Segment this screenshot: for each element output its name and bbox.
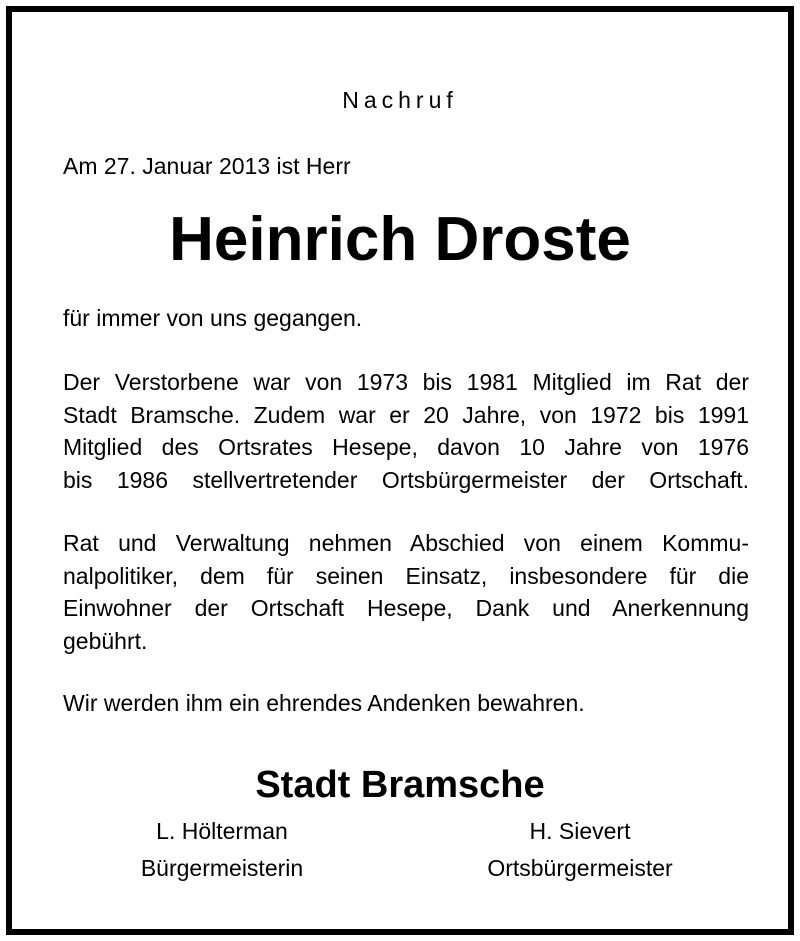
text-line: Stadt Bramsche. Zudem war er 20 Jahre, von 1972 bis 1991 <box>63 401 749 428</box>
paragraph-tribute <box>63 527 749 657</box>
signatory-mayor <box>82 813 362 887</box>
text-line: gebührt. <box>63 627 148 654</box>
text-line: Einwohner der Ortschaft Hesepe, Dank und Anerkennung <box>63 595 749 621</box>
obituary-notice <box>6 6 794 935</box>
signatory-local-mayor <box>440 813 720 887</box>
text-line: für immer von uns gegangen. <box>63 305 363 331</box>
signatory-title: Ortsbürgermeister <box>487 855 673 881</box>
text-line: bis 1986 stellvertretender Ortsbürgermeister der Ortschaft. <box>63 466 749 493</box>
paragraph-departure <box>63 302 749 335</box>
text-line: nalpolitiker, dem für seinen Einsatz, insbesondere für die <box>63 562 749 589</box>
deceased-name: Heinrich Droste <box>169 205 631 274</box>
text-line: Rat und Verwaltung nehmen Abschied von einem Kommu- <box>63 530 749 556</box>
signatory-name: L. Hölterman <box>156 818 288 844</box>
text-line: Der Verstorbene war von 1973 bis 1981 Mitglied im Rat der <box>63 369 749 395</box>
intro-line: Am 27. Januar 2013 ist Herr <box>63 153 351 179</box>
notice-heading: Nachruf <box>342 87 458 113</box>
text-line: Wir werden ihm ein ehrendes Andenken bewahren. <box>63 690 585 716</box>
paragraph-biography <box>63 366 749 496</box>
text-line: Mitglied des Ortsrates Hesepe, davon 10 Jahre von 1976 <box>63 434 749 460</box>
paragraph-closing <box>63 687 749 720</box>
signatory-name: H. Sievert <box>529 818 631 844</box>
signatory-title: Bürgermeisterin <box>140 855 304 881</box>
organization-name: Stadt Bramsche <box>255 764 545 806</box>
